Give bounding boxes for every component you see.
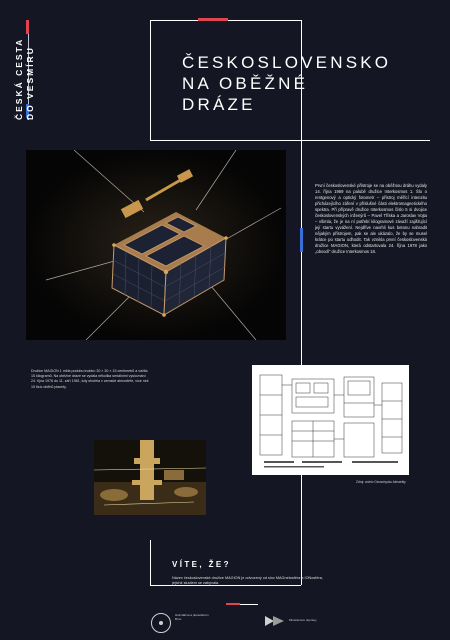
- detail-photo: [94, 440, 206, 515]
- detail-illustration: [94, 440, 206, 515]
- frame-top-accent-red: [198, 18, 228, 21]
- caption-satellite: Družice MAGION 1 měla podobu kvádru 30 × 30 × 15 centimetrů a vážila 15 kilogramů. Na oběžné dráze se vydala několika seriálními vyslovnání 24. října 1978 do 11. září 1981, kdy shořela v zemské atmosféře, více než 15 tisíc oběhů planety.: [31, 369, 149, 389]
- satellite-illustration: [26, 150, 286, 340]
- body-text: První československé přístroje se na oběžnou dráhu vydaly 14. října 1969 na palubě družice Interkosmos 1. Šlo o rentgenový a optický fotometr – přístroj měřící intenzitu přicházejícího záření v příslušné části elektromagnetického spektra. Při přípravě družice Interkosmos číslo 5 si dvojice československých inženýrů – Pavel Tříska a Jaroslav Vojta – všimla, že je na ní potřebí kilogramové závaží zajišťující její startu vyvážení. Nejdříve navrhli kus betonu nahradit nějakým přístrojem, pak se ale ukázalo, že by se musel krátce po startu odhodit. Tak vznikla první československá družice MAGION, která odstartovala 24. října 1978 jako „obvodí“ družice Interkosmos 18.: [315, 183, 427, 254]
- main-title-line-1: ČESKOSLOVENSKO: [182, 53, 392, 72]
- diagram-drawing: [252, 365, 409, 475]
- did-you-know-text: Název československé družice MAGION je odvozený od slov MAGnetosféra a IONosféra, jejichž studiem se zabývala.: [172, 576, 323, 586]
- bottom-accent-red: [226, 603, 240, 605]
- ministry-logo-text: Ministerstvo dopravy: [289, 618, 317, 622]
- vertical-title-line-1: ČESKÁ CESTA: [14, 37, 24, 120]
- frame-right-accent-blue: [300, 228, 303, 252]
- frame-left-lower-line: [150, 540, 151, 585]
- main-title-line-3: DRÁZE: [182, 95, 256, 114]
- technical-diagram: [252, 365, 409, 475]
- planetarium-logo-text: Hvězdárna a planetárium Brno: [175, 613, 209, 621]
- frame-left-line: [150, 20, 151, 140]
- main-title-line-2: NA OBĚŽNÉ: [182, 74, 309, 93]
- title-divider-line: [150, 140, 430, 141]
- main-title: [182, 52, 432, 115]
- ministry-logo-icon: [264, 614, 286, 633]
- planetarium-logo-icon: [150, 612, 172, 639]
- satellite-photo: [26, 150, 286, 340]
- vertical-title: [14, 10, 36, 120]
- caption-diagram: Zdroj: archiv Geoschycku Almaetky: [356, 480, 406, 484]
- did-you-know-heading: VÍTE, ŽE?: [172, 560, 231, 569]
- vertical-title-line-2: DO VESMÍRU: [25, 46, 35, 120]
